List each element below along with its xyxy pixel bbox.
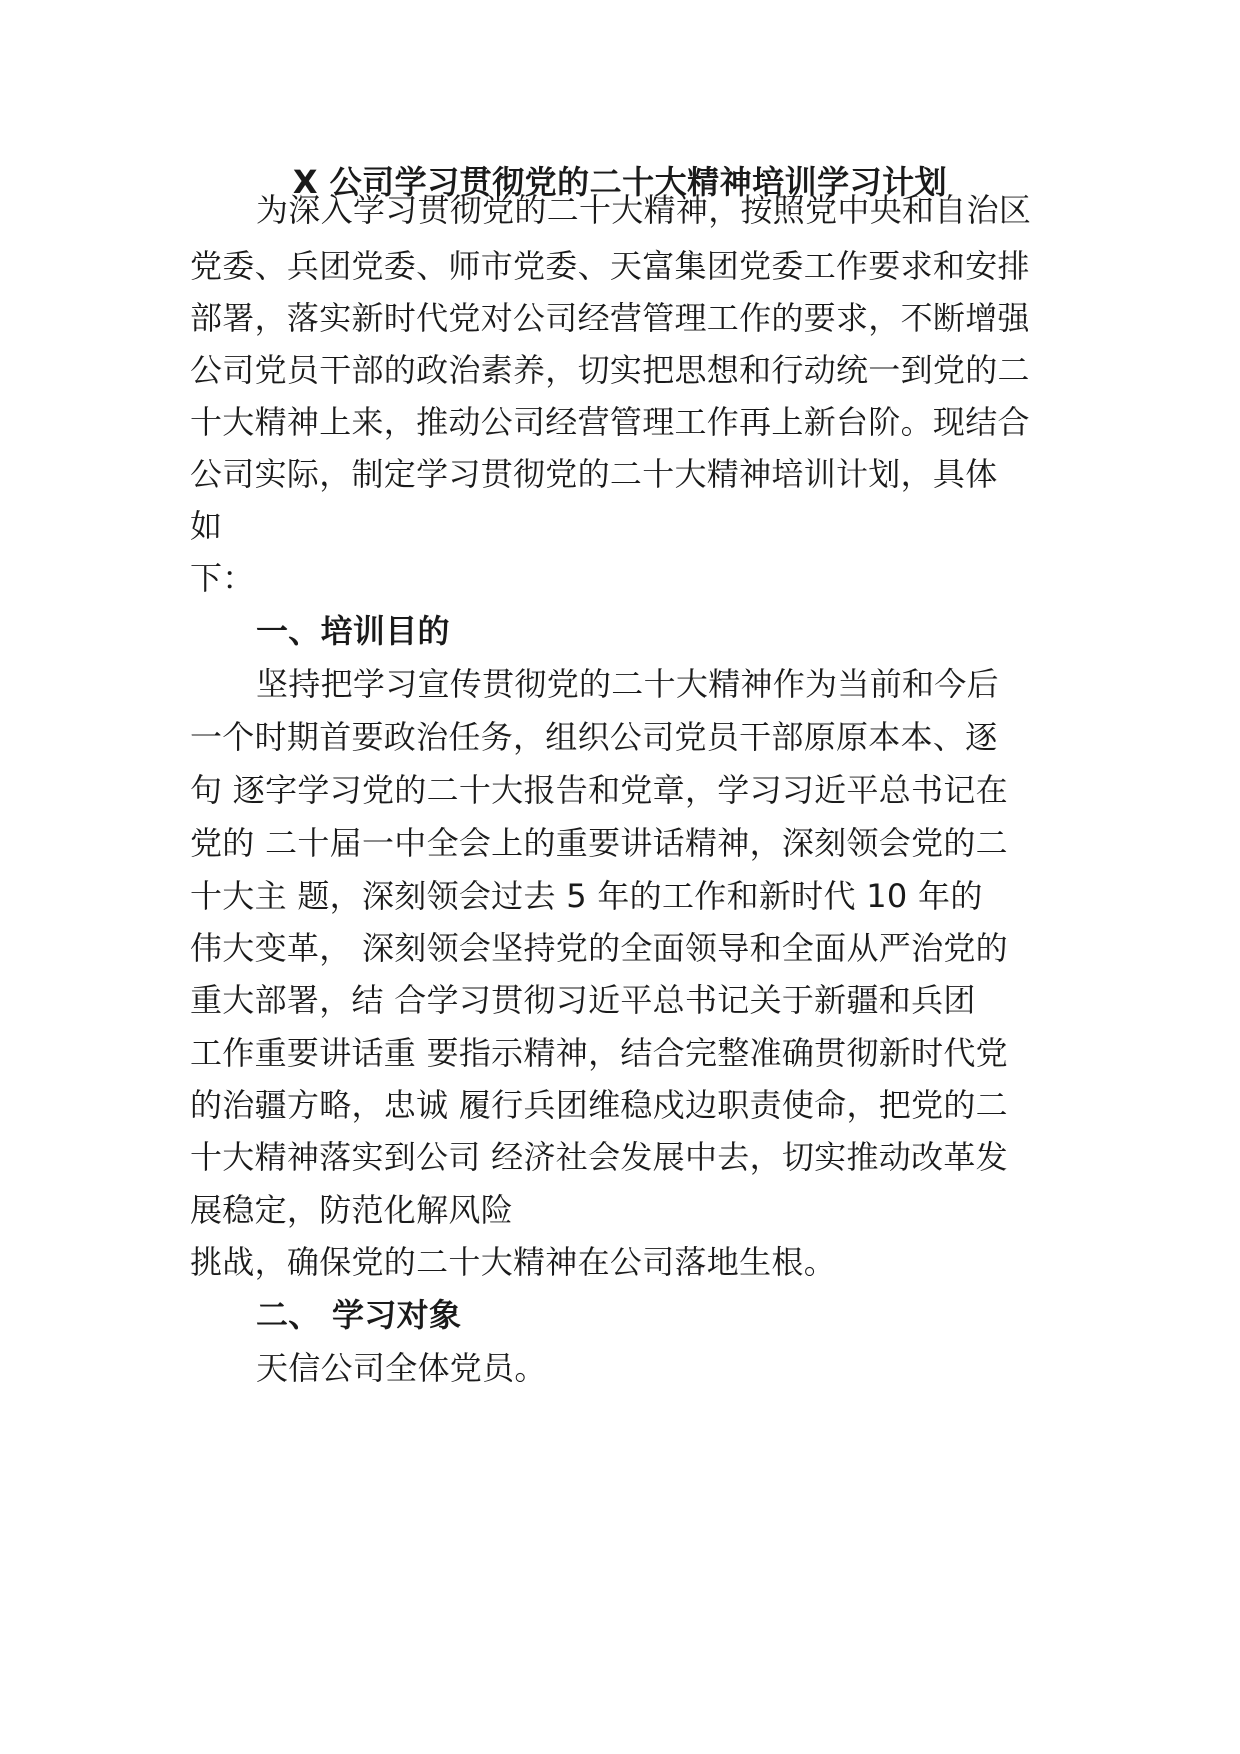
section-heading-purpose: 一、培训目的 <box>256 612 450 650</box>
section-line: 的治疆方略，忠诚 履行兵团维稳戍边职责使命，把党的二 <box>190 1086 1008 1124</box>
intro-line: 公司党员干部的政治素养，切实把思想和行动统一到党的二 <box>190 351 1030 389</box>
document-title: X 公司学习贯彻党的二十大精神培训学习计划 <box>292 163 948 201</box>
section-line: 十大精神落实到公司 经济社会发展中去，切实推动改革发 <box>190 1138 1008 1176</box>
intro-line: 下： <box>190 559 255 597</box>
section-line: 句 逐字学习党的二十大报告和党章，学习习近平总书记在 <box>190 771 1008 809</box>
section-line: 党的 二十届一中全会上的重要讲话精神，深刻领会党的二 <box>190 824 1008 862</box>
intro-line: 公司实际，制定学习贯彻党的二十大精神培训计划，具体 <box>190 455 998 493</box>
section-line: 坚持把学习宣传贯彻党的二十大精神作为当前和今后 <box>256 665 999 703</box>
section-line: 工作重要讲话重 要指示精神，结合完整准确贯彻新时代党 <box>190 1034 1008 1072</box>
section-line: 十大主 题，深刻领会过去 5 年的工作和新时代 10 年的 <box>190 877 983 915</box>
intro-line: 为深入学习贯彻党的二十大精神，按照党中央和自治区 <box>256 191 1032 229</box>
section-line: 一个时期首要政治任务，组织公司党员干部原原本本、逐 <box>190 718 998 756</box>
intro-line: 如 <box>190 507 223 545</box>
section-line: 重大部署，结 合学习贯彻习近平总书记关于新疆和兵团 <box>190 981 976 1019</box>
section-line: 伟大变革， 深刻领会坚持党的全面领导和全面从严治党的 <box>190 929 1008 967</box>
section-line: 挑战，确保党的二十大精神在公司落地生根。 <box>190 1243 837 1281</box>
intro-line: 十大精神上来，推动公司经营管理工作再上新台阶。现结合 <box>190 403 1030 441</box>
intro-line: 部署，落实新时代党对公司经营管理工作的要求，不断增强 <box>190 299 1030 337</box>
section-line: 天信公司全体党员。 <box>256 1349 547 1387</box>
intro-line: 党委、兵团党委、师市党委、天富集团党委工作要求和安排 <box>190 247 1030 285</box>
section-heading-audience: 二、 学习对象 <box>256 1296 462 1334</box>
section-line: 展稳定，防范化解风险 <box>190 1191 514 1229</box>
